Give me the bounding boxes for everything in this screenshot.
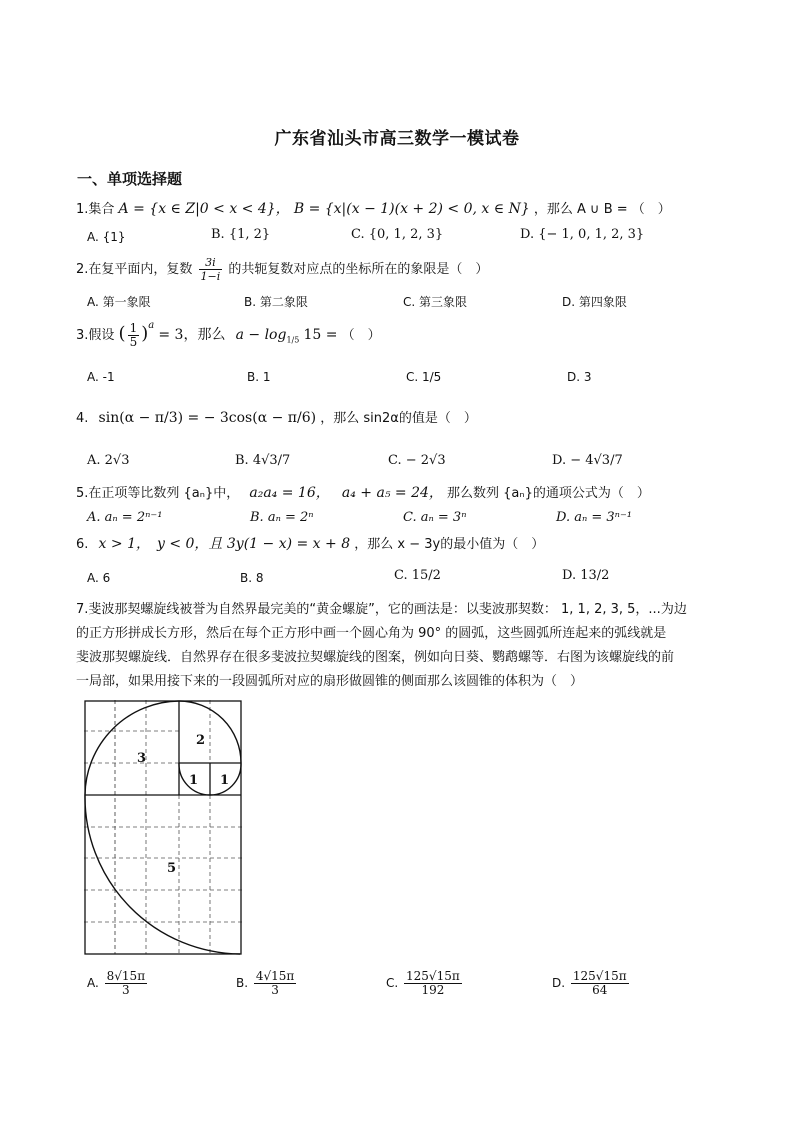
- q3-option-c: C. 1/5: [406, 370, 442, 384]
- q2-option-c: C. 第三象限: [403, 295, 468, 309]
- q4-stem: 4.: [76, 411, 89, 426]
- q5-option-a: A. aₙ = 2ⁿ⁻¹: [87, 510, 163, 525]
- q6-tail: ，那么 x − 3y的最小值为（ ）: [354, 537, 545, 552]
- q6-option-a: A. 6: [87, 571, 111, 585]
- q2-option-b: B. 第二象限: [244, 295, 308, 309]
- question-1: [76, 200, 671, 219]
- label-square-1b: 1: [220, 773, 230, 788]
- q7-option-b-fraction: [254, 970, 296, 997]
- q7-option-d-fraction: [571, 970, 629, 997]
- q3-exponent: a: [148, 319, 155, 331]
- q2-fraction: [199, 256, 223, 283]
- q4-option-b: B. 4√3/7: [235, 453, 291, 468]
- question-5: [76, 484, 650, 503]
- q4-tail: ，那么 sin2α的值是（ ）: [320, 411, 477, 426]
- q3-frac-num: 1: [129, 321, 138, 335]
- q1-stem: 1.集合: [76, 202, 115, 217]
- q7-option-a-letter: A.: [87, 976, 99, 990]
- q7-option-b-den: 3: [271, 983, 279, 997]
- q7-option-c: [386, 970, 464, 997]
- q5-cond1: a₂a₄ = 16，: [249, 485, 330, 501]
- question-7-text: [76, 598, 720, 694]
- q7-option-d: [552, 970, 631, 997]
- q1-option-c: C. {0, 1, 2, 3}: [351, 227, 444, 242]
- q2-frac-den: 1−i: [200, 270, 221, 283]
- q7-option-b-num: 4√15π: [255, 969, 295, 983]
- q1-set-b: B = {x|(x − 1)(x + 2) < 0, x ∈ N}: [293, 201, 530, 217]
- question-6: [76, 535, 544, 554]
- q3-log-base: 1/5: [286, 335, 300, 345]
- label-square-5: 5: [167, 861, 177, 876]
- q7-option-c-letter: C.: [386, 976, 399, 990]
- q5-option-b: B. aₙ = 2ⁿ: [250, 510, 314, 525]
- fibonacci-spiral-figure: [84, 700, 242, 956]
- q7-line-2: 的正方形拼成长方形，然后在每个正方形中画一个圆心角为 90° 的圆弧，这些圆弧所连起来的弧线就是: [76, 626, 667, 641]
- q7-option-d-num: 125√15π: [572, 969, 627, 983]
- q1-option-a: A. {1}: [87, 230, 126, 244]
- q3-option-b: B. 1: [247, 370, 271, 384]
- q2-frac-num: 3i: [199, 256, 223, 270]
- q7-option-b: [236, 970, 298, 997]
- q1-option-d: D. {− 1, 0, 1, 2, 3}: [520, 227, 645, 242]
- q6-expr: x > 1， y < 0，且 3y(1 − x) = x + 8: [98, 536, 351, 552]
- question-3: 3.假设 ( $\frac{1}{5}$ )$^a$ = 3，那么 $a - \log_{1/5} 15$ = （ ）: [76, 319, 381, 349]
- q2-option-d: D. 第四象限: [562, 295, 627, 309]
- q4-option-a: A. 2√3: [87, 453, 130, 468]
- q6-option-d: D. 13/2: [562, 568, 610, 583]
- label-square-3: 3: [137, 751, 147, 766]
- q3-option-a: A. -1: [87, 370, 115, 384]
- q3-frac-den: 5: [129, 335, 138, 349]
- q7-line-1: 7.斐波那契螺旋线被誉为自然界最完美的“黄金螺旋”，它的画法是：以斐波那契数： 1, 1, 2, 3, 5，...为边: [76, 602, 687, 617]
- q7-line-3: 斐波那契螺旋线．自然界存在很多斐波拉契螺旋线的图案，例如向日葵、鹦鹉螺等．右图为该螺旋线的前: [76, 650, 675, 665]
- q6-option-b: B. 8: [240, 571, 264, 585]
- q4-expr: sin(α − π/3) = − 3cos(α − π/6): [98, 410, 317, 426]
- q7-option-d-den: 64: [592, 983, 608, 997]
- q5-option-d: D. aₙ = 3ⁿ⁻¹: [556, 510, 633, 525]
- q1-option-b: B. {1, 2}: [211, 227, 271, 242]
- q5-tail: 那么数列 {aₙ}的通项公式为（ ）: [447, 486, 650, 501]
- page-title: 广东省汕头市高三数学一模试卷: [274, 129, 520, 149]
- q6-stem: 6.: [76, 537, 89, 552]
- label-square-2: 2: [196, 733, 206, 748]
- q2-option-a: A. 第一象限: [87, 295, 151, 309]
- q7-option-c-fraction: [404, 970, 462, 997]
- label-square-1a: 1: [189, 773, 199, 788]
- q7-option-a-num: 8√15π: [106, 969, 146, 983]
- q3-stem: 3.假设: [76, 328, 115, 343]
- q5-cond2: a₄ + a₅ = 24，: [341, 485, 443, 501]
- fibonacci-squares: [85, 701, 241, 954]
- q4-option-d: D. − 4√3/7: [552, 453, 623, 468]
- q2-stem: 2.在复平面内，复数: [76, 262, 193, 277]
- q3-expr2: 15 =: [303, 327, 338, 343]
- spiral-curve: [85, 701, 241, 954]
- q7-option-c-den: 192: [421, 983, 445, 997]
- q5-stem: 5.在正项等比数列 {aₙ}中，: [76, 486, 240, 501]
- q7-option-a-den: 3: [122, 983, 130, 997]
- q7-option-a: [87, 970, 149, 997]
- q7-option-d-letter: D.: [552, 976, 566, 990]
- question-4: [76, 409, 477, 428]
- q5-option-c: C. aₙ = 3ⁿ: [403, 510, 467, 525]
- q3-expr: a − log: [235, 327, 287, 343]
- section-heading: 一、单项选择题: [77, 170, 183, 188]
- q7-option-c-num: 125√15π: [406, 969, 460, 983]
- q3-tail: （ ）: [341, 328, 381, 343]
- q7-option-b-letter: B.: [236, 976, 249, 990]
- q6-option-c: C. 15/2: [394, 568, 441, 583]
- q3-fraction: [128, 322, 140, 349]
- q1-set-a: A = {x ∈ Z|0 < x < 4}，: [118, 201, 290, 217]
- q1-tail: ，那么 A ∪ B = （ ）: [533, 202, 671, 217]
- question-2: [76, 256, 488, 283]
- q4-option-c: C. − 2√3: [388, 453, 446, 468]
- q7-line-4: 一局部，如果用接下来的一段圆弧所对应的扇形做圆锥的侧面那么该圆锥的体积为（ ）: [76, 674, 584, 689]
- q2-tail: 的共轭复数对应点的坐标所在的象限是（ ）: [228, 262, 489, 277]
- q7-option-a-fraction: [105, 970, 147, 997]
- q3-mid: = 3，那么: [158, 327, 226, 343]
- grid-lines: [84, 700, 242, 954]
- q3-option-d: D. 3: [567, 370, 592, 384]
